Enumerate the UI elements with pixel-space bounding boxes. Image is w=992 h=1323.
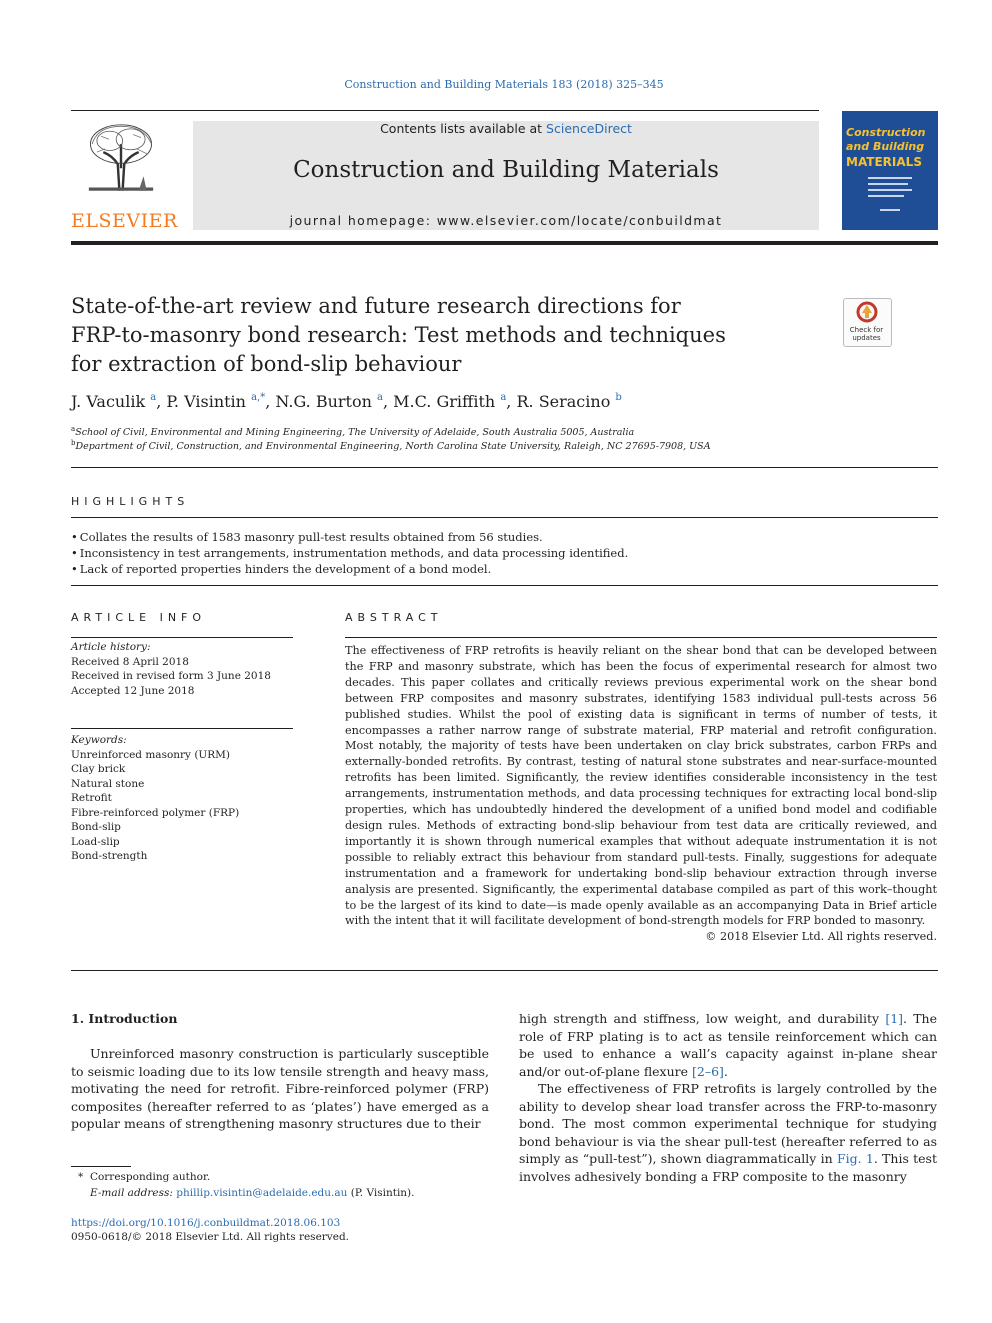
doi-link[interactable]: https://doi.org/10.1016/j.conbuildmat.2018.06.103 [71,1217,341,1229]
figure-link[interactable]: Fig. 1 [836,1151,874,1166]
text: . The role of FRP plating is to act as tensile reinforcement which can be used to enhance a wall’s capacity against in-plane shear and/or out-of-plane flexure [519,1011,938,1079]
author-affil-sup[interactable]: a [377,392,383,403]
elsevier-tree-logo [71,120,171,210]
affiliation-sup: a [71,425,76,433]
divider [345,637,937,638]
affiliation [71,425,931,438]
section-heading-introduction: 1. Introduction [71,1011,178,1026]
author-affil-sup[interactable]: b [615,392,622,403]
keyword: Clay brick [71,763,126,775]
header-thick-rule [71,241,938,245]
email-label: E-mail address: [90,1187,177,1199]
keyword: Fibre-reinforced polymer (FRP) [71,806,240,819]
article-history [71,640,293,698]
history-item: Accepted 12 June 2018 [71,684,195,697]
email-suffix: (P. Visintin). [347,1187,415,1199]
author-sep: , [506,392,517,411]
author[interactable]: M.C. Griffith [393,392,496,411]
keyword: Bond-strength [71,850,148,862]
sciencedirect-link[interactable]: ScienceDirect [546,121,632,136]
article-history-label: Article history: [71,641,151,653]
footnote-star: * [78,1171,84,1183]
header-rule [71,110,819,111]
elsevier-wordmark: ELSEVIER [71,210,178,232]
affiliation-text: School of Civil, Environmental and Mining Engineering, The University of Adelaide, South Australia 5005, Australia [75,427,635,438]
divider [71,970,938,971]
journal-homepage [193,213,819,228]
reference-link[interactable]: [1] [885,1011,904,1026]
check-updates-label-2: updates [852,334,881,342]
intro-paragraph-2 [519,1010,937,1080]
cover-title [846,126,936,154]
highlight-item: • Inconsistency in test arrangements, instrumentation methods, and data processing identified. [71,545,931,561]
text: . This test involves adhesively bonding a FRP composite to the masonry [519,1151,937,1184]
author[interactable]: R. Seracino [516,392,611,411]
journal-name: Construction and Building Materials [293,157,719,183]
author-affil-sup[interactable]: a [150,392,157,403]
author[interactable]: N.G. Burton [275,392,372,411]
corresponding-author-note [78,1171,578,1183]
keywords-label: Keywords: [71,734,127,746]
text: high strength and stiffness, low weight, and durability [519,1011,886,1026]
keyword: Load-slip [71,835,120,848]
issn-line: 0950-0618/© 2018 Elsevier Ltd. All rights reserved. [71,1231,350,1243]
divider [71,517,938,518]
cover-decoration [866,175,914,217]
affiliation-text: Department of Civil, Construction, and Environmental Engineering, North Carolina State University, Raleigh, NC 27695-7908, USA [75,441,711,452]
history-item: Received in revised form 3 June 2018 [71,670,271,682]
text: The effectiveness of FRP retrofits is largely controlled by the ability to develop shear load transfer across the FRP-to-masonry bond. The most common experimental technique for studying bond behaviour is via the shear pull-test (hereafter referred to as simply as “pull-test”), shown diagrammatically in [519,1081,937,1166]
keyword: Unreinforced masonry (URM) [71,748,231,761]
affiliation-sup: b [71,439,76,447]
author[interactable]: P. Visintin [166,392,246,411]
check-updates-label [843,326,890,342]
keywords [71,733,293,864]
title-line-3: for extraction of bond-slip behaviour [71,352,462,376]
journal-citation-link[interactable]: Construction and Building Materials 183 (2018) 325–345 [344,78,664,91]
abstract-copyright: © 2018 Elsevier Ltd. All rights reserved. [705,930,937,943]
author-sep: , [382,392,394,411]
intro-paragraph-3 [519,1080,937,1185]
cover-title-line-1: Construction [846,126,926,139]
footnote-rule [71,1166,131,1167]
keyword: Retrofit [71,792,112,804]
contents-line [193,121,819,136]
author-sep: , [265,392,276,411]
check-updates-icon [856,301,878,325]
email-link[interactable]: phillip.visintin@adelaide.edu.au [176,1187,348,1199]
contents-prefix: Contents lists available at [380,121,547,136]
highlight-item: • Collates the results of 1583 masonry pull-test results obtained from 56 studies. [71,529,931,545]
divider [71,637,293,638]
author[interactable]: J. Vaculik [71,392,146,411]
text: . [723,1063,728,1079]
author-sep: , [156,392,167,411]
divider [71,585,938,586]
cover-title-line-3: MATERIALS [846,155,922,169]
author-affil-sup[interactable]: a [500,392,507,403]
check-updates-label-1: Check for [849,326,884,334]
divider [71,728,293,729]
highlights-heading: HIGHLIGHTS [71,495,190,508]
highlights-list [71,529,931,577]
author-affil-sup[interactable]: a,* [251,392,266,403]
reference-link[interactable]: [2–6] [692,1063,724,1079]
corresponding-text: Corresponding author. [89,1171,211,1183]
affiliation [71,439,931,452]
abstract-text: The effectiveness of FRP retrofits is heavily reliant on the shear bond that can be developed between the FRP and masonry substrate, which has been the focus of experimental research for almost two decades. This paper collates and critically reviews previous experimental work on the shear bond between FRP composites and masonry substrates, identifying 1583 individual pull-tests across 56 published studies. Whilst the pool of existing data is significant in terms of number of tests, it encompasses a rather narrow range of substrate material, FRP material and retrofit configuration. Most notably, the majority of tests have been undertaken on clay brick substrates, carbon FRPs and externally-bonded retrofits. By contrast, testing of natural stone substrates and near-surface-mounted retrofits has been limited. Significantly, the review identifies considerable inconsistency in the test arrangements, instrumentation methods, and data processing techniques for extracting local bond-slip properties, which has undoubtedly hindered the development of a unified bond model and codifiable design rules. Methods of extracting bond-slip behaviour from test data are critically reviewed, and importantly it is shown through numerical examples that without adequate instrumentation it is not possible to reliably extract this behaviour from standard pull-tests. Finally, suggestions for adequate instrumentation and a framework for undertaking bond-slip behaviour extraction through inverse analysis are presented. Significantly, the experimental database compiled as part of this work–thought to be the largest of its kind to date—is made openly available as an accompanying Data in Brief article with the intent that it will facilitate development of bond-strength models for FRP bonded to masonry. [345,644,937,928]
cover-title-line-2: and Building [846,140,925,153]
intro-paragraph-1: Unreinforced masonry construction is particularly susceptible to seismic loading due to its low tensile strength and heavy mass, motivating the need for retrofit. Fibre-reinforced polymer (FRP) composites (hereafter referred to as ‘plates’) have emerged as a popular means of strengthening masonry structures due to their [71,1046,489,1131]
title-line-1: State-of-the-art review and future research directions for [71,294,681,318]
intro-column-2 [519,1010,937,1185]
history-item: Received 8 April 2018 [71,655,189,668]
author-list [71,392,871,411]
article-title [71,292,771,379]
article-info-heading: ARTICLE INFO [71,611,207,624]
homepage-prefix: journal homepage: [289,213,437,228]
keyword: Bond-slip [71,821,121,833]
divider [71,467,938,468]
keyword: Natural stone [71,777,145,790]
highlight-item: • Lack of reported properties hinders the development of a bond model. [71,561,931,577]
email-note [90,1187,590,1199]
abstract-heading: ABSTRACT [345,611,443,624]
title-line-2: FRP-to-masonry bond research: Test methods and techniques [71,323,726,347]
homepage-url-link[interactable]: www.elsevier.com/locate/conbuildmat [436,213,723,228]
